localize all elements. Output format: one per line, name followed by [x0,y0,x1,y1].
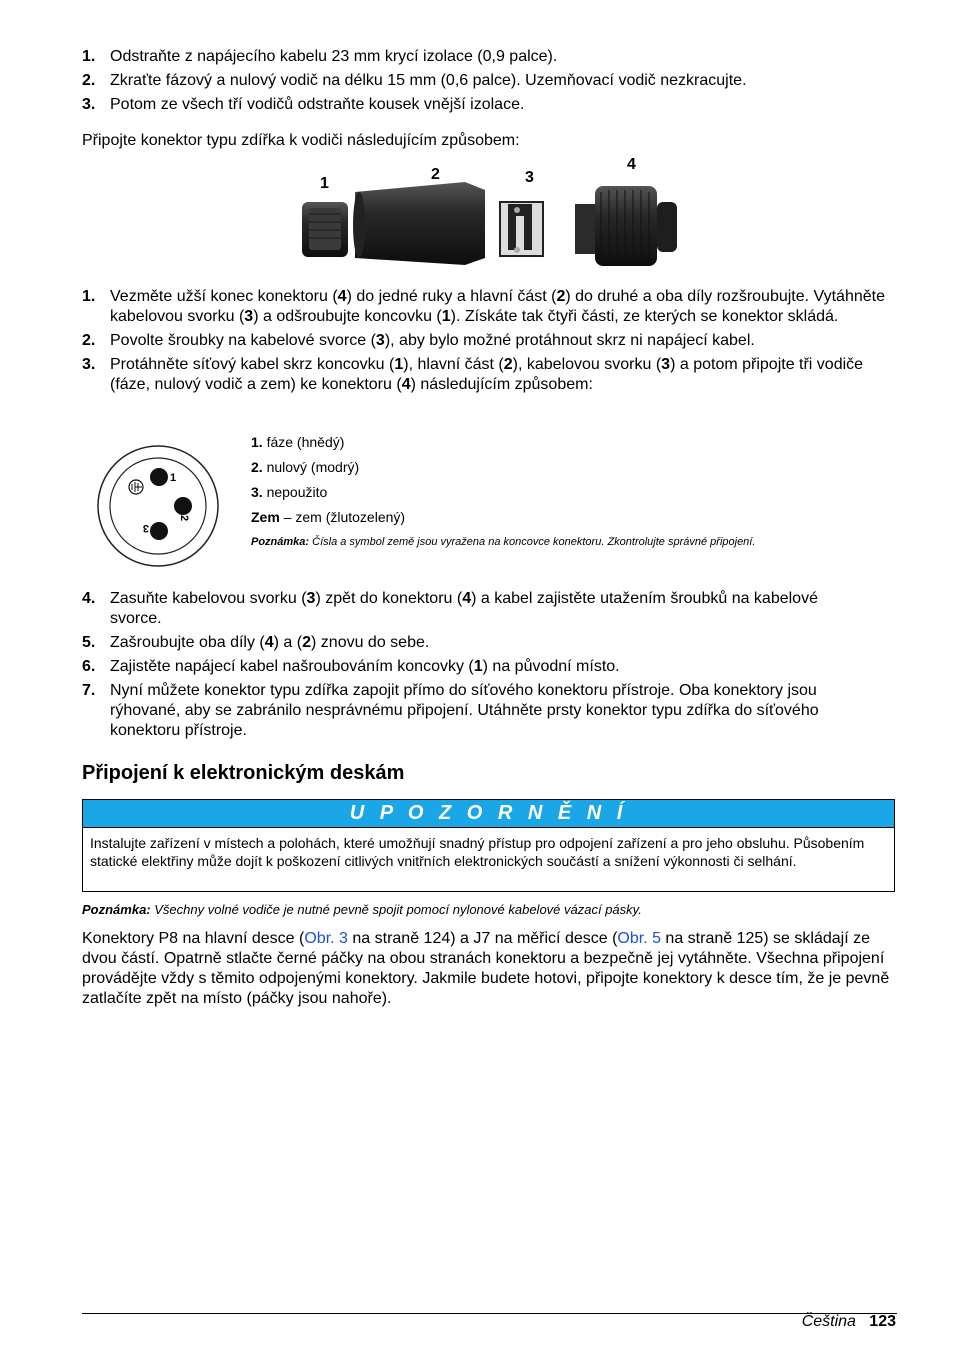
footer-divider [82,1313,897,1314]
list-item: 5. Zašroubujte oba díly (4) a (2) znovu do sebe. [82,634,430,651]
list-item: 1. Vezměte užší konec konektoru (4) do jedné ruky a hlavní část (2) do druhé a oba díly rozšroubujte. Vytáhněte kabelovou svorku (3) a odšroubujte koncovku (1). Získáte tak čtyři části, ze kterých se konektor skládá. [82,288,885,325]
pin-layout-figure [95,437,225,567]
list-item: 4. Zasuňte kabelovou svorku (3) zpět do konektoru (4) a kabel zajistěte utažením šroubků na kabelové svorce. [82,590,818,627]
part-label: 3 [525,169,534,186]
legend-item: 1. fáze (hnědý) [251,434,345,450]
pin-3 [150,522,168,540]
pin-label: 1 [170,472,177,484]
footer-language: Čeština [801,1313,856,1330]
list-item: 7. Nyní můžete konektor typu zdířka zapojit přímo do síťového konektoru přístroje. Oba konektory jsou rýhované, aby se zabránilo nesprávnému připojení. Utáhněte prsty konektor typu zdířka do síťového konektoru přístroje. [82,682,819,739]
legend-item: 3. nepoužito [251,484,328,500]
connector-parts-figure [295,152,685,268]
section-heading: Připojení k elektronickým deskám [82,762,405,784]
link-obr-3[interactable]: Obr. 3 [304,930,348,947]
steps-finish-connector [82,589,902,741]
legend-note: Poznámka: Čísla a symbol země jsou vyražena na koncovce konektoru. Zkontrolujte správné připojení. [251,536,756,548]
pin-label: 3 [142,522,149,534]
intro-connector-text: Připojte konektor typu zdířka k vodiči následujícím způsobem: [82,132,520,149]
part-label: 1 [320,175,329,192]
part-label: 4 [627,156,636,173]
list-item: 6. Zajistěte napájecí kabel našroubováním koncovky (1) na původní místo. [82,658,620,675]
warning-box [82,799,895,892]
link-obr-5[interactable]: Obr. 5 [617,930,661,947]
list-item: 2. Povolte šroubky na kabelové svorce (3), aby bylo možné protáhnout skrz ni napájecí kabel. [82,332,755,349]
list-item: 3. Potom ze všech tří vodičů odstraňte kousek vnější izolace. [82,96,525,113]
pin-1 [150,468,168,486]
warning-title: U P O Z O R N Ě N Í [83,800,894,828]
page-footer [802,1312,896,1332]
list-item: 3. Protáhněte síťový kabel skrz koncovku (1), hlavní část (2), kabelovou svorku (3) a potom připojte tři vodiče (fáze, nulový vodič a zem) ke konektoru (4) následujícím způsobem: [82,356,864,393]
list-item: 2. Zkraťte fázový a nulový vodič na délku 15 mm (0,6 palce). Uzemňovací vodič nezkracujte. [82,72,747,89]
warning-text: Instalujte zařízení v místech a polohách, které umožňují snadný přístup pro odpojení zařízení a pro jeho obsluhu. Působením statické elektřiny může dojít k poškození citlivých vnitřních elektronických součástí a snížení výkonnosti či selhání. [90,835,865,869]
part-connector [575,186,677,266]
part-main-body [353,182,485,265]
pin-2 [174,497,192,515]
pin-label: 2 [178,515,190,522]
steps-assemble-connector [82,287,902,395]
part-cable-clamp [500,202,543,256]
list-item: 1. Odstraňte z napájecího kabelu 23 mm krycí izolace (0,9 palce). [82,48,558,65]
legend-item: 2. nulový (modrý) [251,459,360,475]
note-text: Poznámka: Všechny volné vodiče je nutné pevně spojit pomocí nylonové kabelové vázací pásky. [82,902,642,917]
wire-legend [251,430,901,555]
legend-item: Zem – zem (žlutozelený) [251,509,406,525]
part-label: 2 [431,166,440,183]
part-end-cap [302,202,348,257]
final-paragraph: Konektory P8 na hlavní desce (Obr. 3 na straně 124) a J7 na měřicí desce (Obr. 5 na straně 125) se skládají ze dvou částí. Opatrně stlačte černé páčky na obou stranách konektoru a bezpečně jej vytáhněte. Všechna připojení provádějte vždy s těmito odpojenými konektory. Jakmile budete hotovi, připojte konektory k desce tím, že je pevně zatlačíte zpět na místo (páčky jsou nahoře). [82,930,890,1007]
page-number: 123 [869,1313,896,1330]
steps-prepare-cable [82,47,902,115]
